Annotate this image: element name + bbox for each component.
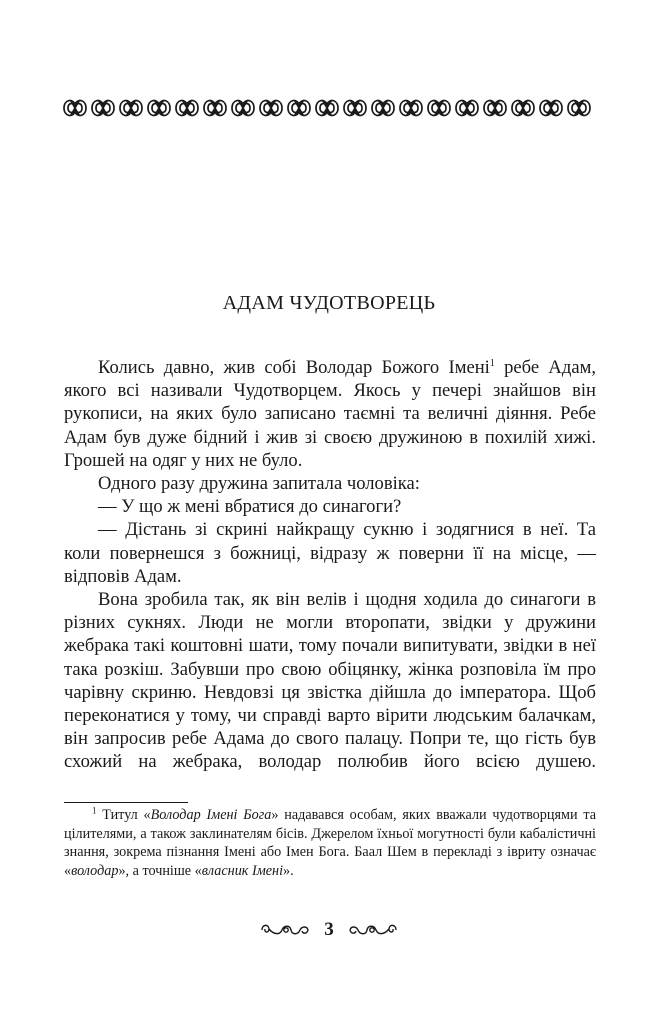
- knot-border-ornament-icon: [61, 96, 595, 120]
- footnote-text: », а точніше «: [118, 862, 202, 879]
- footnote-rule: [64, 802, 188, 803]
- flourish-left-ornament-icon: [260, 921, 310, 939]
- dialogue-line: — У що ж мені вбратися до синагоги?: [98, 496, 402, 518]
- dialogue-line: — Дістань зі скрині найкращу сукню і зодягнися в неї. Та коли повернешся з божниці, відразу ж поверни її на місце, — відповів Адам.: [64, 519, 596, 587]
- footnote-text: » надавався особам, яких вважали чудотворцями та цілителями, а також заклинателям бісів. Джерелом їхньої могутності були кабалістичні знання, зокрема пізнання Імені або Імен Бога. Баал Шем в перекладі з івриту означає «: [64, 807, 596, 879]
- footnote-italic: володар: [71, 862, 119, 879]
- body-text: [64, 356, 596, 774]
- footnote-text: Титул «: [96, 807, 151, 823]
- footnote-italic: власник Імені: [201, 862, 284, 879]
- paragraph-text: Колись давно, жив собі Володар Божого Імені: [98, 357, 490, 378]
- flourish-right-ornament-icon: [348, 921, 398, 939]
- chapter-title: АДАМ ЧУДОТВОРЕЦЬ: [222, 292, 436, 314]
- page-number: 3: [324, 919, 334, 940]
- paragraph-text: ребе Адам, якого всі називали Чудотворцем. Якось у печері знайшов він рукописи, на яких було записано таємні та величні діяння. Ребе Адам був дуже бідний і жив зі своєю дружиною в похилій хижі. Грошей на одяг у них не було.: [64, 357, 596, 471]
- footnote-ref[interactable]: 1: [489, 357, 495, 369]
- footnote-text: ».: [283, 862, 294, 879]
- paragraph: [64, 356, 596, 472]
- footnote-italic: Володар Імені Бога: [150, 807, 272, 823]
- paragraph: Вона зробила так, як він велів і щодня ходила до синагоги в різних сукнях. Люди не могли второпати, звідки у дружини жебрака такі коштовні шати, тому почали випитувати, звідки в неї така розкіш. Забувши про свою обіцянку, жінка розповіла їм про чарівну скриню. Невдовзі ця звістка дійшла до імператора. Щоб переконатися у тому, чи справді варто вірити людським балачкам, він запросив ребе Адама до свого палацу. Попри те, що гість був схожий на жебрака, володар полюбив його всією душею.: [64, 589, 596, 773]
- paragraph: Одного разу дружина запитала чоловіка:: [98, 473, 420, 495]
- footnote-marker: 1: [92, 805, 97, 816]
- page-folio: [0, 918, 658, 942]
- footnote: [64, 806, 596, 880]
